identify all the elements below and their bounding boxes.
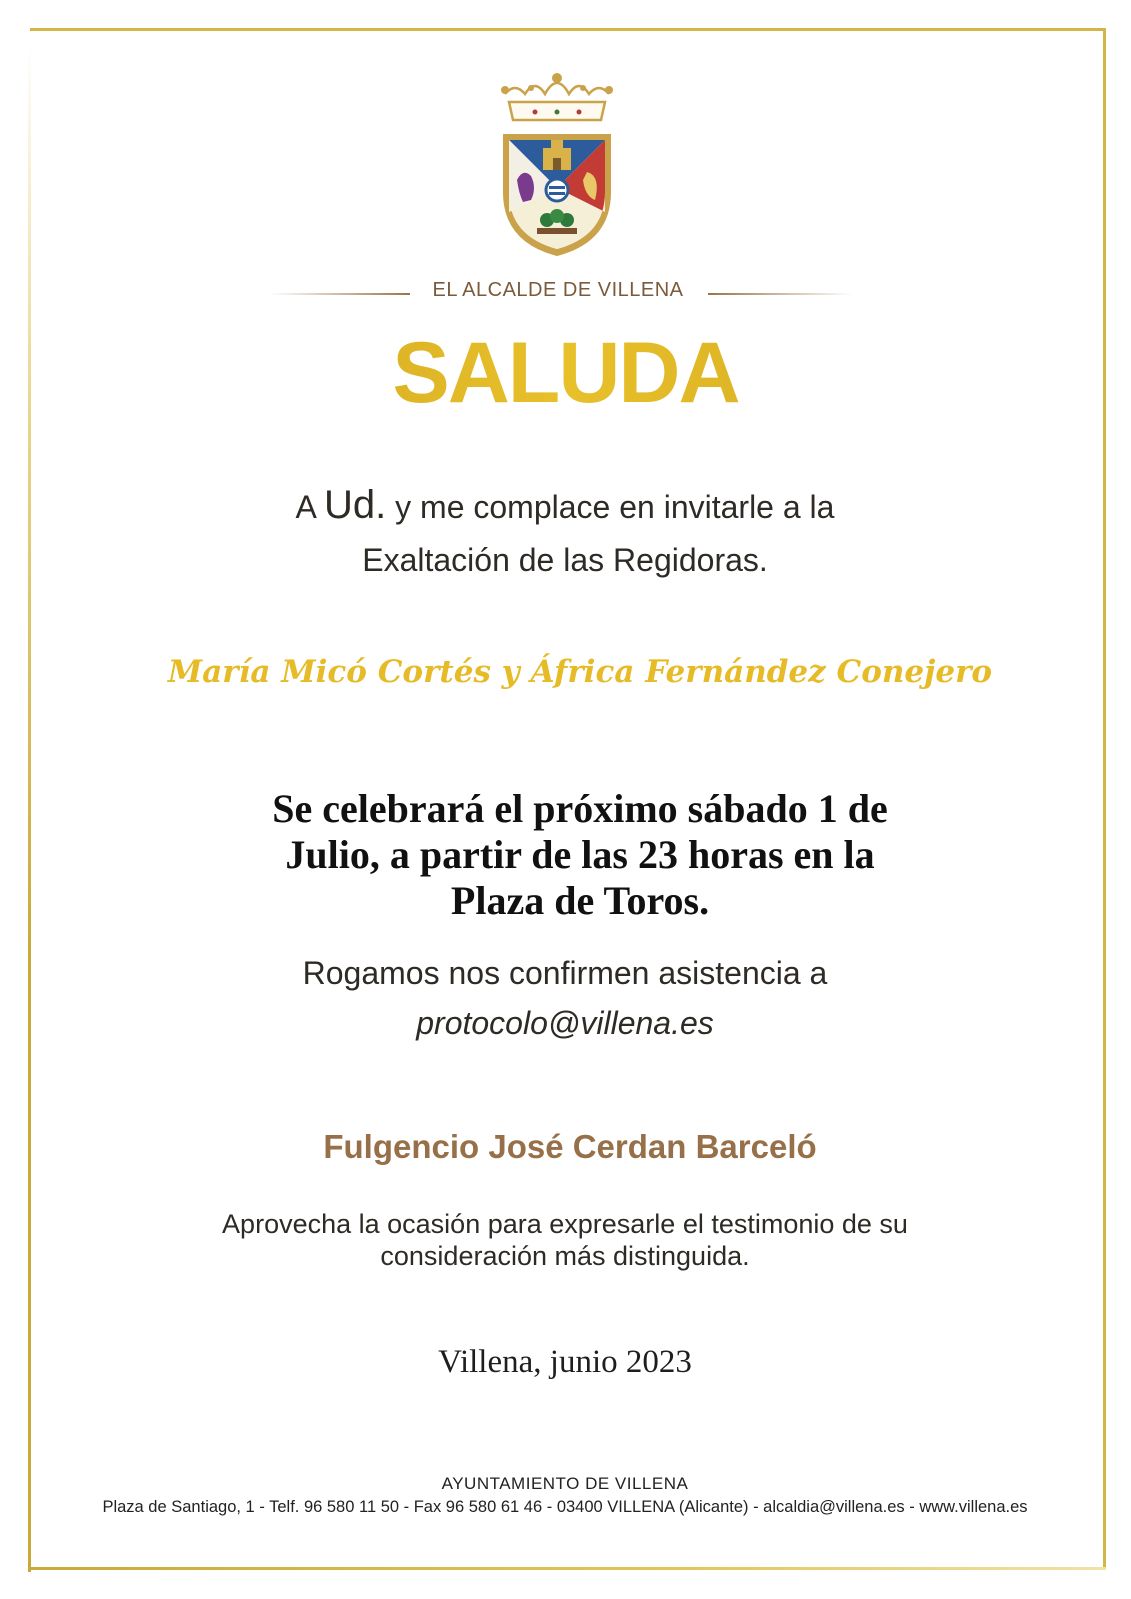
closing-text [130, 1208, 1000, 1272]
header-rule-left [270, 293, 410, 295]
document-title: SALUDA [0, 324, 1131, 423]
event-line-3: Plaza de Toros. [450, 878, 710, 923]
header-title: EL ALCALDE DE VILLENA [432, 279, 684, 301]
coat-of-arms-icon [495, 72, 620, 262]
place-date: Villena, junio 2023 [438, 1344, 692, 1380]
invitation-line-2: Exaltación de las Regidoras. [362, 542, 768, 578]
signatory-name: Fulgencio José Cerdan Barceló [323, 1128, 817, 1165]
invitation-honorific: Ud. [324, 483, 387, 527]
header-rule-right [708, 293, 853, 295]
footer-address: Plaza de Santiago, 1 - Telf. 96 580 11 50 - Fax 96 580 61 46 - 03400 VILLENA (Alicante) - alcaldia@villena.es - www.villena.es [102, 1498, 1028, 1516]
invitation-line-1-rest: y me complace en invitarle a la [395, 489, 835, 525]
event-line-1: Se celebrará el próximo sábado 1 de [272, 786, 888, 831]
rsvp-email[interactable]: protocolo@villena.es [416, 1005, 714, 1041]
closing-line-1: Aprovecha la ocasión para expresarle el testimonio de su [222, 1209, 908, 1239]
rsvp-text: Rogamos nos confirmen asistencia a [302, 955, 828, 991]
footer-org: AYUNTAMIENTO DE VILLENA [441, 1474, 689, 1493]
frame-border-left [28, 40, 31, 1572]
honorees-names: María Micó Cortés y África Fernández Conejero [167, 654, 993, 690]
invitation-line-1 [140, 478, 990, 535]
frame-border-bottom [28, 1567, 1106, 1570]
event-line-2: Julio, a partir de las 23 horas en la [285, 832, 875, 877]
event-details [220, 786, 940, 924]
invitation-prefix: A [295, 489, 316, 525]
closing-line-2: consideración más distinguida. [380, 1241, 750, 1271]
